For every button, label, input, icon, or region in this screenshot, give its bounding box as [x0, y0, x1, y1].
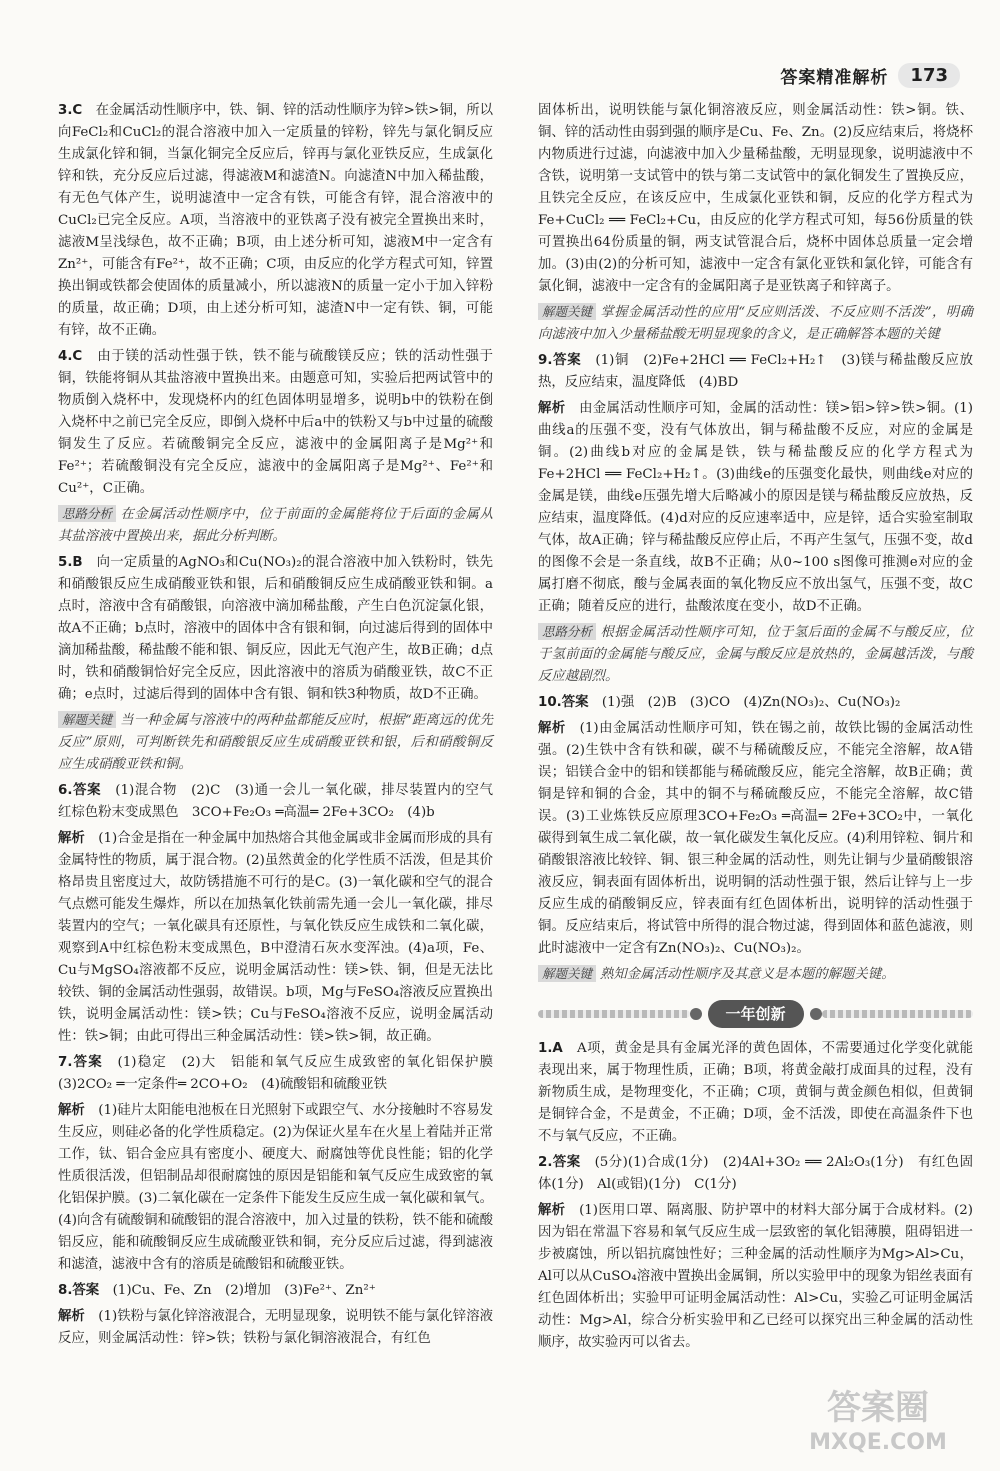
- item-text: (1)硅片太阳能电池板在日光照射下或跟空气、水分接触时不容易发生反应，则硅必备的化学性质稳定。(2)为保证火星车在火星上着陆并正常工作，钛、铝合金应具有密度小、硬度大、耐腐蚀等优良性能；铝的化学性质很活泼，但铝制品却很耐腐蚀的原因是铝能和氧气反应生成致密的氧化铝保护膜。(3)二氧化碳在一定条件下能发生反应生成一氧化碳和氧气。(4)向含有硫酸铜和硫酸铝的混合溶液中，加入过量的铁粉，铁不能和硫酸铝反应，能和硫酸铜反应生成硫酸亚铁和铜，充分反应后过滤，得到滤液和滤渣，滤液中含有的溶质是硫酸铝和硫酸亚铁。: [58, 1103, 494, 1272]
- note-tag: 解题关键: [538, 965, 596, 982]
- item-text: 由于镁的活动性强于铁，铁不能与硫酸镁反应；铁的活动性强于铜，铁能将铜从其盐溶液中置换出来。由题意可知，实验后把两试管中的物质倒入烧杯中，发现烧杯内的红色固体明显增多，说明b中的铁粉在倒入烧杯中之前已完全反应，即倒入烧杯中后a中的铁粉又与b中过量的硫酸铜发生了反应。若硫酸铜完全反应，滤液中的金属阳离子是Mg²⁺和Fe²⁺；若硫酸铜没有完全反应，滤液中的金属阳离子是Mg²⁺、Fe²⁺和Cu²⁺，C正确。: [58, 349, 494, 496]
- item-number: 解析: [538, 1203, 566, 1218]
- watermark-url: MXQE.COM: [809, 1430, 947, 1455]
- item-text: 向一定质量的AgNO₃和Cu(NO₃)₂的混合溶液中加入铁粉时，铁先和硝酸银反应生成硝酸亚铁和银，后和硝酸铜反应生成硝酸亚铁和铜。a点时，溶液中含有硝酸银，向溶液中滴加稀盐酸，产生白色沉淀氯化银，故A不正确；b点时，溶液中的固体中含有银和铜，向过滤后得到的固体中滴加稀盐酸，稀盐酸不能和银、铜反应，因此无气泡产生，故B正确；d点时，铁和硝酸铜恰好完全反应，因此溶液中的溶质为硝酸亚铁，故C不正确；e点时，过滤后得到的固体中含有银、铜和铁3种物质，故D不正确。: [58, 555, 493, 702]
- page-header: [780, 62, 960, 88]
- banner-dot-icon: [810, 1008, 822, 1020]
- section-banner: [538, 1000, 973, 1028]
- item-text: 固体析出，说明铁能与氯化铜溶液反应，则金属活动性：铁>铜。铁、铜、锌的活动性由弱到强的顺序是Cu、Fe、Zn。(2)反应结束后，将烧杯内物质进行过滤，向滤液中加入少量稀盐酸，无明显现象，说明滤液中不含铁，说明第一支试管中的铁与第二支试管中的氯化铜发生了置换反应，且铁完全反应，在该反应中，生成氯化亚铁和铜，反应的化学方程式为Fe+CuCl₂ ══ FeCl₂+Cu，由反应的化学方程式可知，每56份质量的铁可置换出64份质量的铜，两支试管混合后，烧杯中固体总质量一定会增加。(3)由(2)的分析可知，滤液中一定含有氯化亚铁和氯化锌，可能含有氯化铜，滤液中一定含有的金属阳离子是亚铁离子和锌离子。: [538, 103, 973, 294]
- item-number: 解析: [58, 1309, 85, 1324]
- watermark-text: 答案圈: [827, 1388, 929, 1428]
- analysis-note: [538, 302, 973, 346]
- answer-item: [58, 552, 493, 706]
- page-number: 173: [898, 63, 960, 88]
- note-tag: 思路分析: [58, 505, 116, 522]
- answer-item: [538, 350, 973, 394]
- item-text: (1)医用口罩、隔离服、防护罩中的材料大部分属于合成材料。(2)因为铝在常温下容易和氧气反应生成一层致密的氧化铝薄膜，阻碍铝进一步被腐蚀，所以铝抗腐蚀性好；三种金属的活动性顺序为Mg>Al>Cu，Al可以从CuSO₄溶液中置换出金属铜，所以实验甲中的现象为铝丝表面有红色固体析出；实验甲可证明金属活动性：Al>Cu，实验乙可证明金属活动性：Mg>Al，综合分析实验甲和乙已经可以探究出三种金属的活动性顺序，故实验丙可以省去。: [538, 1203, 974, 1350]
- item-number: 9.答案: [538, 353, 582, 368]
- watermark-logo: [778, 1377, 978, 1457]
- answer-item: [538, 1200, 973, 1354]
- banner-title: 一年创新: [708, 1000, 804, 1028]
- item-text: (1)Cu、Fe、Zn (2)增加 (3)Fe²⁺、Zn²⁺: [112, 1283, 376, 1298]
- answer-item: [538, 100, 973, 298]
- analysis-note: [538, 964, 973, 986]
- item-text: (5分)(1)合成(1分) (2)4Al+3O₂ ══ 2Al₂O₃(1分) 有红色固体(1分) Al(或铝)(1分) C(1分): [538, 1155, 973, 1192]
- answer-item: [58, 1052, 507, 1096]
- item-number: 4.C: [58, 349, 83, 364]
- item-text: 由金属活动性顺序可知，金属的活动性：镁>铝>锌>铁>铜。(1)曲线a的压强不变，没有气体放出，铜与稀盐酸不反应，对应的金属是铜。(2)曲线b对应的金属是铁，铁与稀盐酸反应的化学方程式为Fe+2HCl ══ FeCl₂+H₂↑。(3)曲线e的压强变化最快，则曲线e对应的金属是镁，曲线e压强先增大后略减小的原因是镁与稀盐酸反应放热，反应结束，温度降低。(4)d对应的反应速率适中，应是锌，适合实验室制取气体，故A正确；锌与稀盐酸反应停止后，不再产生氢气，压强不变，故d的图像不会是一条直线，故B不正确；从0~100 s图像可推测e对应的金属打磨不彻底，酸与金属表面的氧化物反应不放出氢气，压强不变，故C正确；随着反应的进行，盐酸浓度在变小，故D不正确。: [538, 401, 973, 614]
- item-number: 解析: [538, 401, 566, 416]
- item-text: A项，黄金是具有金属光泽的黄色固体，不需要通过化学变化就能表现出来，属于物理性质，正确；B项，将黄金敲打成面具的过程，没有新物质生成，是物理变化，不正确；C项，黄铜与黄金颜色相似，但黄铜是铜锌合金，不是黄金，不正确；D项，金不活泼，即使在高温条件下也不与氧气反应，不正确。: [538, 1041, 974, 1144]
- note-text: 根据金属活动性顺序可知，位于氢后面的金属不与酸反应，位于氢前面的金属能与酸反应，金属与酸反应是放热的，金属越活泼，与酸反应越剧烈。: [538, 625, 973, 684]
- banner-rule-left: [538, 1010, 690, 1018]
- item-number: 1.A: [538, 1041, 563, 1056]
- item-number: 3.C: [58, 103, 83, 118]
- item-text: (1)铜 (2)Fe+2HCl ══ FeCl₂+H₂↑ (3)镁与稀盐酸反应放热，反应结束，温度降低 (4)BD: [538, 353, 974, 390]
- banner-rule-right: [822, 1010, 974, 1018]
- answer-item: [58, 828, 493, 1048]
- analysis-note: [58, 710, 493, 776]
- item-number: 10.答案: [538, 695, 589, 710]
- item-number: 解析: [58, 1103, 85, 1118]
- item-number: 解析: [538, 721, 566, 736]
- item-text: (1)强 (2)B (3)CO (4)Zn(NO₃)₂、Cu(NO₃)₂: [601, 695, 901, 710]
- answer-item: [58, 346, 493, 500]
- note-tag: 解题关键: [58, 711, 116, 728]
- item-text: (1)合金是指在一种金属中加热熔合其他金属或非金属而形成的具有金属特性的物质，属于混合物。(2)虽然黄金的化学性质不活泼，但是其价格昂贵且密度过大，故防锈措施不可行的是C。(3)一氧化碳和空气的混合气点燃可能发生爆炸，所以在加热氧化铁前需先通一会儿一氧化碳，排尽装置内的空气；一氧化碳具有还原性，与氧化铁反应生成铁和二氧化碳，观察到A中红棕色粉末变成黑色，B中澄清石灰水变浑浊。(4)a项，Fe、Cu与MgSO₄溶液都不反应，说明金属活动性：镁>铁、铜，但是无法比较铁、铜的金属活动性强弱，故错误。b项，Mg与FeSO₄溶液反应置换出铁，说明金属活动性：镁>铁；Cu与FeSO₄溶液不反应，说明金属活动性：铁>铜；由此可得出三种金属活动性：镁>铁>铜，故正确。: [58, 831, 494, 1044]
- right-column: [538, 100, 973, 1358]
- answer-item: [538, 398, 973, 618]
- answer-item: [538, 718, 973, 960]
- item-text: (1)铁粉与氯化锌溶液混合，无明显现象，说明铁不能与氯化锌溶液反应，则金属活动性：锌>铁；铁粉与氯化铜溶液混合，有红色: [58, 1309, 494, 1346]
- analysis-note: [538, 622, 973, 688]
- answer-item: [538, 692, 973, 714]
- note-text: 当一种金属与溶液中的两种盐都能反应时，根据“距离远的优先反应”原则，可判断铁先和硝酸银反应生成硝酸亚铁和银，后和硝酸铜反应生成硝酸亚铁和铜。: [58, 713, 493, 772]
- analysis-note: [58, 504, 493, 548]
- item-number: 7.答案: [58, 1055, 103, 1070]
- answer-item: [58, 1100, 493, 1276]
- answer-item: [538, 1038, 973, 1148]
- item-text: (1)混合物 (2)C (3)通一会儿一氧化碳，排尽装置内的空气 红棕色粉末变成黑色 3CO+Fe₂O₃ ═高温═ 2Fe+3CO₂ (4)b: [58, 783, 507, 820]
- note-text: 熟知金属活动性顺序及其意义是本题的解题关键。: [600, 967, 895, 982]
- note-tag: 思路分析: [538, 623, 596, 640]
- item-number: 8.答案: [58, 1283, 100, 1298]
- note-text: 掌握金属活动性的应用“反应则活泼、不反应则不活泼”，明确向滤液中加入少量稀盐酸无明显现象的含义，是正确解答本题的关键: [538, 305, 973, 342]
- item-number: 解析: [58, 831, 85, 846]
- answer-item: [58, 100, 493, 342]
- banner-dot-icon: [690, 1008, 702, 1020]
- note-tag: 解题关键: [538, 303, 596, 320]
- answer-item: [58, 780, 507, 824]
- item-number: 2.答案: [538, 1155, 581, 1170]
- item-text: 在金属活动性顺序中，铁、铜、锌的活动性顺序为锌>铁>铜，所以向FeCl₂和CuCl₂的混合溶液中加入一定质量的锌粉，锌先与氯化铜反应生成氯化锌和铜，当氯化铜完全反应后，锌再与氯化亚铁反应，生成氯化锌和铁，充分反应后过滤，得滤液M和滤渣N。向滤渣N中加入稀盐酸，有无色气体产生，说明滤渣中一定含有铁，可能含有锌，混合溶液中的CuCl₂已完全反应。A项，当溶液中的亚铁离子没有被完全置换出来时，滤液M呈浅绿色，故不正确；B项，由上述分析可知，滤液M中一定含有Zn²⁺，可能含有Fe²⁺，故不正确；C项，由反应的化学方程式可知，锌置换出铜或铁都会使固体的质量减小，所以滤液N的质量一定小于加入锌粉的质量，故正确；D项，由上述分析可知，滤渣N中一定有铁、铜，可能有锌，故不正确。: [58, 103, 494, 338]
- left-column: [58, 100, 507, 1354]
- item-number: 5.B: [58, 555, 83, 570]
- answer-item: [58, 1280, 493, 1302]
- section-title: 答案精准解析: [780, 67, 889, 88]
- answer-item: [58, 1306, 493, 1350]
- item-text: (1)稳定 (2)大 铝能和氧气反应生成致密的氧化铝保护膜 (3)2CO₂ ═一定条件═ 2CO+O₂ (4)硫酸铝和硫酸亚铁: [58, 1055, 507, 1092]
- item-number: 6.答案: [58, 783, 102, 798]
- answer-item: [538, 1152, 973, 1196]
- item-text: (1)由金属活动性顺序可知，铁在锡之前，故铁比锡的金属活动性强。(2)生铁中含有铁和碳，碳不与稀硫酸反应，不能完全溶解，故A错误；铝镁合金中的铝和镁都能与稀硫酸反应，能完全溶解，故B正确；黄铜是锌和铜的合金，其中的铜不与稀硫酸反应，不能完全溶解，故C错误。(3)工业炼铁反应原理3CO+Fe₂O₃ ═高温═ 2Fe+3CO₂中，一氧化碳得到氧生成二氧化碳，故一氧化碳发生氧化反应。(4)利用锌粒、铜片和硝酸银溶液比较锌、铜、银三种金属的活动性，则先让铜与少量硝酸银溶液反应，铜表面有固体析出，说明铜的活动性强于银，然后让锌与上一步反应生成的硝酸铜反应，锌表面有红色固体析出，说明锌的活动性强于铜。反应结束后，将试管中所得的混合物过滤，得到固体和蓝色滤液，则此时滤液中一定含有Zn(NO₃)₂、Cu(NO₃)₂。: [538, 721, 974, 956]
- note-text: 在金属活动性顺序中，位于前面的金属能将位于后面的金属从其盐溶液中置换出来，据此分析判断。: [58, 507, 493, 544]
